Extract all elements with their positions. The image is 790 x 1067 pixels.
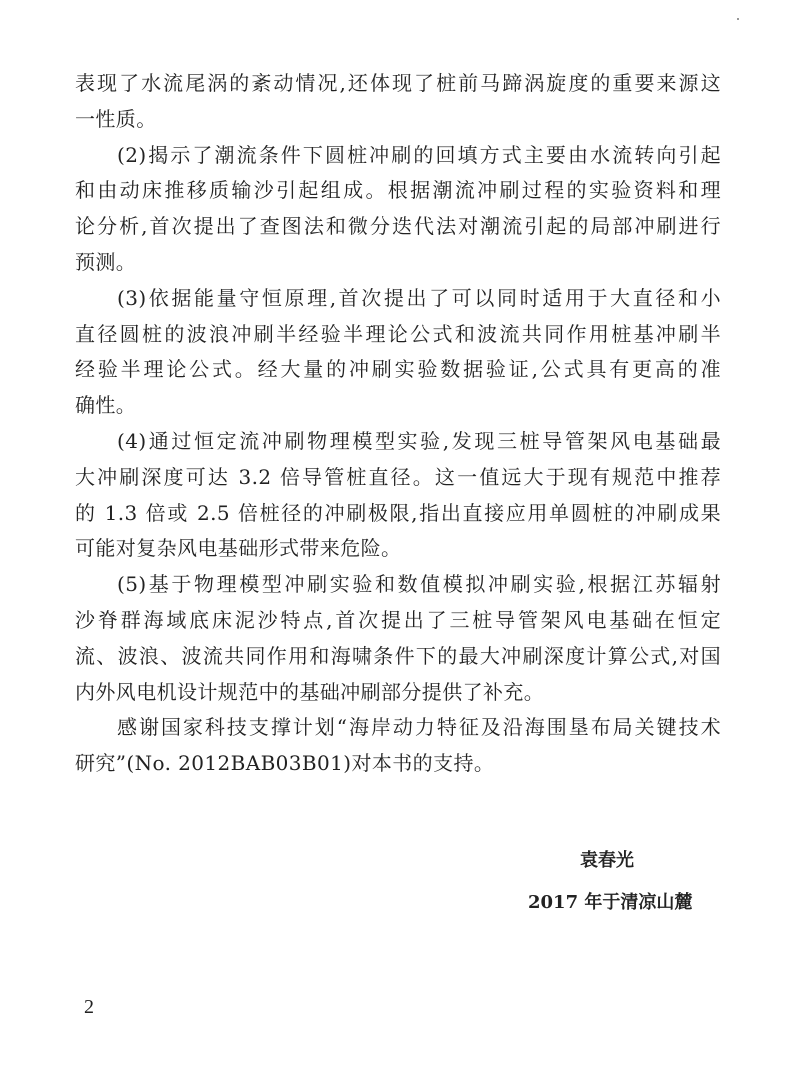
text-line: 直径圆桩的波浪冲刷半经验半理论公式和波流共同作用桩基冲刷半 [75,321,721,346]
text-line: 经验半理论公式。经大量的冲刷实验数据验证,公式具有更高的准 [75,357,721,382]
paragraph [75,424,721,567]
text-line: 内外风电机设计规范中的基础冲刷部分提供了补充。 [75,679,545,704]
paragraph [75,281,721,424]
text-line: 表现了水流尾涡的紊动情况,还体现了桩前马蹄涡旋度的重要来源这 [75,71,721,95]
text-line: (2)揭示了潮流条件下圆桩冲刷的回填方式主要由水流转向引起 [117,142,721,167]
text-line: (4)通过恒定流冲刷物理模型实验,发现三桩导管架风电基础最 [117,428,721,453]
paragraph [75,567,721,710]
text-line: 一性质。 [75,106,157,131]
paragraph [75,138,721,281]
body-text [75,66,721,782]
scan-speck [737,18,739,20]
text-line: 预测。 [75,249,137,274]
text-line: 沙脊群海域底床泥沙特点,首次提出了三桩导管架风电基础在恒定 [75,607,721,632]
paragraph [75,66,721,138]
text-line: 感谢国家科技支撑计划“海岸动力特征及沿海围垦布局关键技术 [117,715,721,740]
text-line: (3)依据能量守恒原理,首次提出了可以同时适用于大直径和小 [117,285,721,310]
text-line: 确性。 [75,393,137,418]
signature-date: 2017 年于清凉山麓 [528,892,693,913]
text-line: 大冲刷深度可达 3.2 倍导管桩直径。这一值远大于现有规范中推荐 [75,464,721,489]
text-line: 可能对复杂风电基础形式带来危险。 [75,536,402,561]
text-line: 的 1.3 倍或 2.5 倍桩径的冲刷极限,指出直接应用单圆桩的冲刷成果 [75,500,721,525]
author-name: 袁春光 [580,850,634,871]
text-line: 研究”(No. 2012BAB03B01)对本书的支持。 [75,751,495,776]
text-line: 论分析,首次提出了查图法和微分迭代法对潮流引起的局部冲刷进行 [75,214,721,239]
text-line: (5)基于物理模型冲刷实验和数值模拟冲刷实验,根据江苏辐射 [117,572,721,597]
paragraph [75,710,721,782]
text-line: 流、波浪、波流共同作用和海啸条件下的最大冲刷深度计算公式,对国 [75,643,721,668]
text-line: 和由动床推移质输沙引起组成。根据潮流冲刷过程的实验资料和理 [75,178,721,203]
page-number: 2 [84,996,94,1018]
